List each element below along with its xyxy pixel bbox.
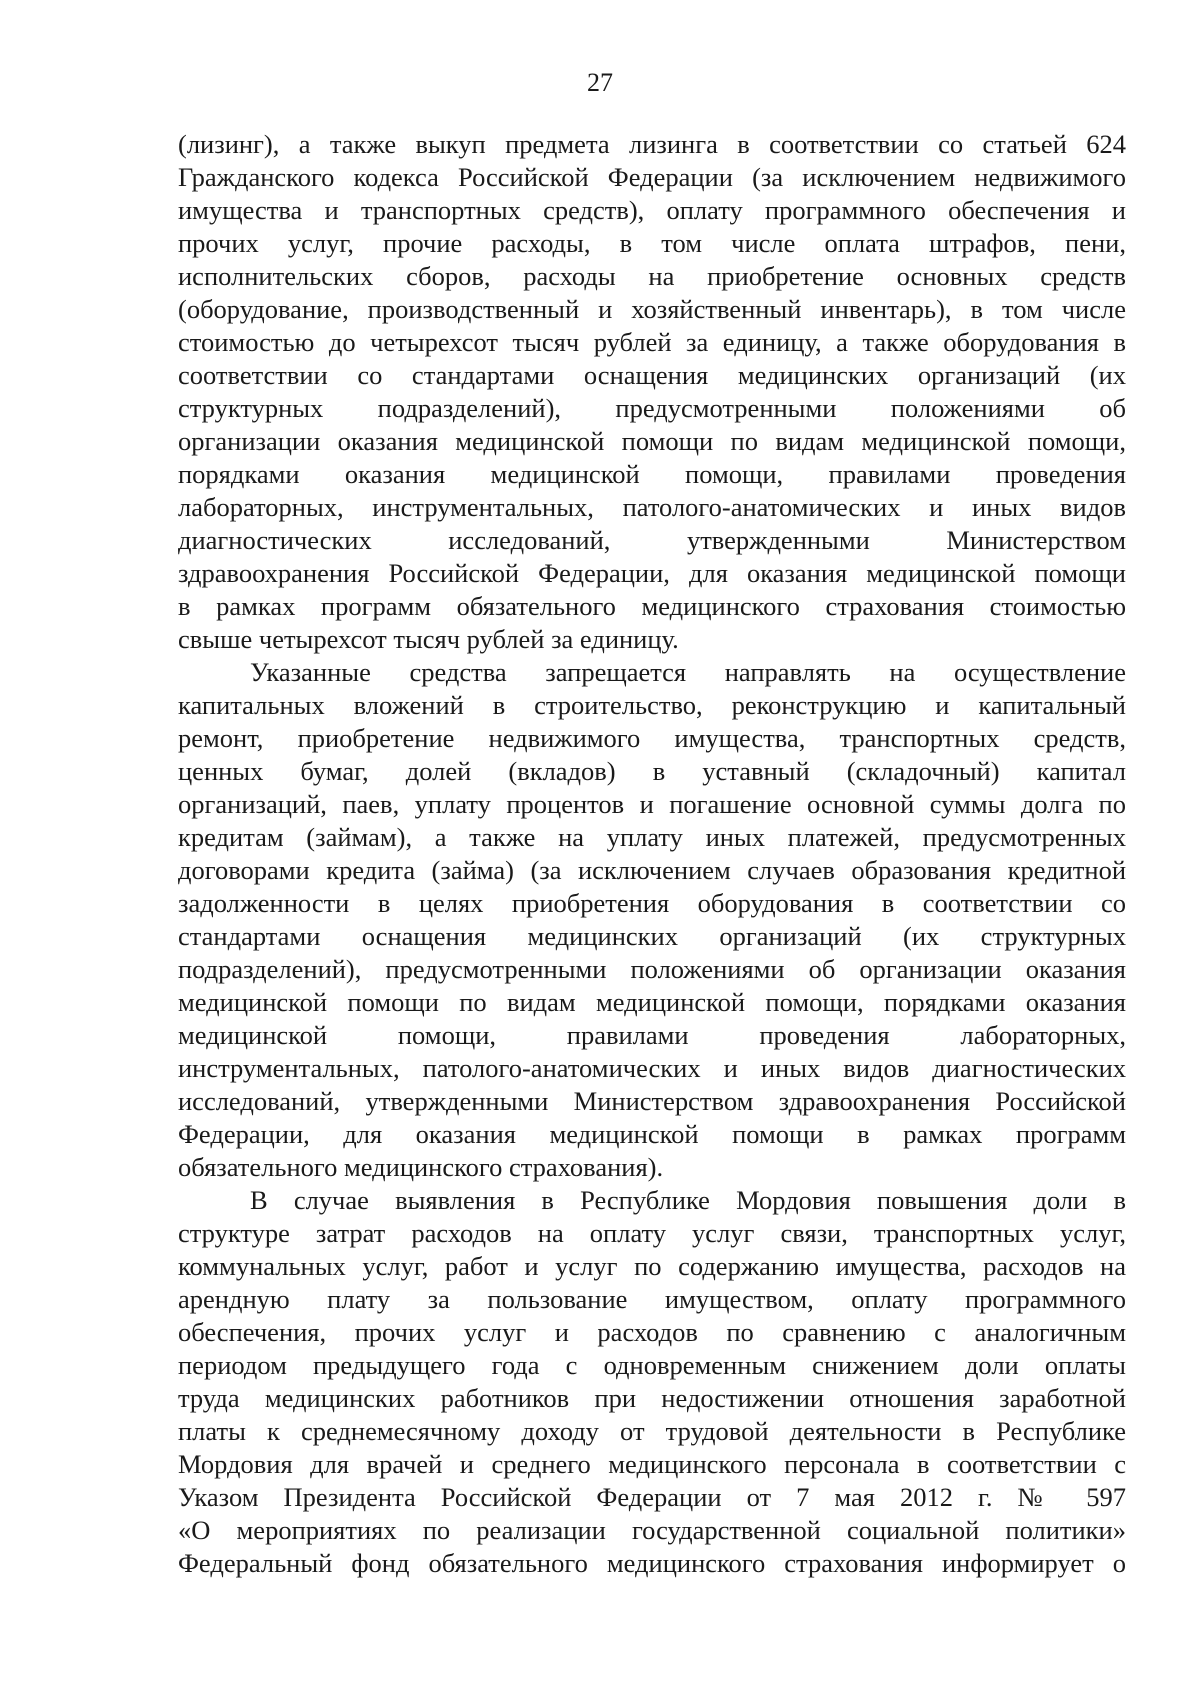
text-line: исполнительских сборов, расходы на приобретение основных средств <box>178 261 1126 291</box>
text-line: кредитам (займам), а также на уплату иных платежей, предусмотренных <box>178 822 1126 852</box>
text-line: обязательного медицинского страхования). <box>178 1152 664 1182</box>
text-line: структурных подразделений), предусмотренными положениями об <box>178 393 1126 423</box>
text-line: платы к среднемесячному доходу от трудовой деятельности в Республике <box>178 1416 1126 1446</box>
text-line: Указанные средства запрещается направлять на осуществление <box>250 657 1126 687</box>
text-line: коммунальных услуг, работ и услуг по содержанию имущества, расходов на <box>178 1251 1126 1281</box>
text-line: имущества и транспортных средств), оплату программного обеспечения и <box>178 195 1126 225</box>
text-line: (оборудование, производственный и хозяйственный инвентарь), в том числе <box>178 294 1126 324</box>
text-line: стоимостью до четырехсот тысяч рублей за единицу, а также оборудования в <box>178 327 1126 357</box>
text-line: структуре затрат расходов на оплату услуг связи, транспортных услуг, <box>178 1218 1126 1248</box>
text-line: обеспечения, прочих услуг и расходов по сравнению с аналогичным <box>178 1317 1126 1347</box>
text-line: свыше четырехсот тысяч рублей за единицу. <box>178 624 679 654</box>
body-text <box>178 128 1126 1580</box>
text-line: организации оказания медицинской помощи по видам медицинской помощи, <box>178 426 1126 456</box>
text-line: «О мероприятиях по реализации государственной социальной политики» <box>178 1515 1126 1545</box>
text-line: капитальных вложений в строительство, реконструкцию и капитальный <box>178 690 1126 720</box>
text-line: периодом предыдущего года с одновременным снижением доли оплаты <box>178 1350 1126 1380</box>
text-line: подразделений), предусмотренными положениями об организации оказания <box>178 954 1126 984</box>
text-line: Федеральный фонд обязательного медицинского страхования информирует о <box>178 1548 1126 1578</box>
text-line: Федерации, для оказания медицинской помощи в рамках программ <box>178 1119 1126 1149</box>
text-line: здравоохранения Российской Федерации, для оказания медицинской помощи <box>178 558 1126 588</box>
text-line: порядками оказания медицинской помощи, правилами проведения <box>178 459 1126 489</box>
text-line: диагностических исследований, утвержденными Министерством <box>178 525 1126 555</box>
text-line: медицинской помощи по видам медицинской помощи, порядками оказания <box>178 987 1126 1017</box>
text-line: договорами кредита (займа) (за исключением случаев образования кредитной <box>178 855 1126 885</box>
text-line: труда медицинских работников при недостижении отношения заработной <box>178 1383 1126 1413</box>
text-line: стандартами оснащения медицинских организаций (их структурных <box>178 921 1126 951</box>
text-line: исследований, утвержденными Министерством здравоохранения Российской <box>178 1086 1126 1116</box>
text-line: В случае выявления в Республике Мордовия повышения доли в <box>250 1185 1126 1215</box>
text-line: инструментальных, патолого-анатомических и иных видов диагностических <box>178 1053 1126 1083</box>
text-line: задолженности в целях приобретения оборудования в соответствии со <box>178 888 1126 918</box>
text-line: прочих услуг, прочие расходы, в том числе оплата штрафов, пени, <box>178 228 1126 258</box>
text-line: арендную плату за пользование имуществом, оплату программного <box>178 1284 1126 1314</box>
text-line: соответствии со стандартами оснащения медицинских организаций (их <box>178 360 1126 390</box>
text-line: организаций, паев, уплату процентов и погашение основной суммы долга по <box>178 789 1126 819</box>
text-line: Мордовия для врачей и среднего медицинского персонала в соответствии с <box>178 1449 1126 1479</box>
text-line: Указом Президента Российской Федерации от 7 мая 2012 г. № 597 <box>178 1482 1126 1512</box>
text-line: лабораторных, инструментальных, патолого-анатомических и иных видов <box>178 492 1126 522</box>
text-line: ремонт, приобретение недвижимого имущества, транспортных средств, <box>178 723 1126 753</box>
text-line: ценных бумаг, долей (вкладов) в уставный (складочный) капитал <box>178 756 1126 786</box>
text-line: в рамках программ обязательного медицинского страхования стоимостью <box>178 591 1126 621</box>
text-line: медицинской помощи, правилами проведения лабораторных, <box>178 1020 1126 1050</box>
text-line: (лизинг), а также выкуп предмета лизинга в соответствии со статьей 624 <box>178 129 1126 159</box>
text-line: Гражданского кодекса Российской Федерации (за исключением недвижимого <box>178 162 1126 192</box>
page-number: 27 <box>587 68 613 97</box>
